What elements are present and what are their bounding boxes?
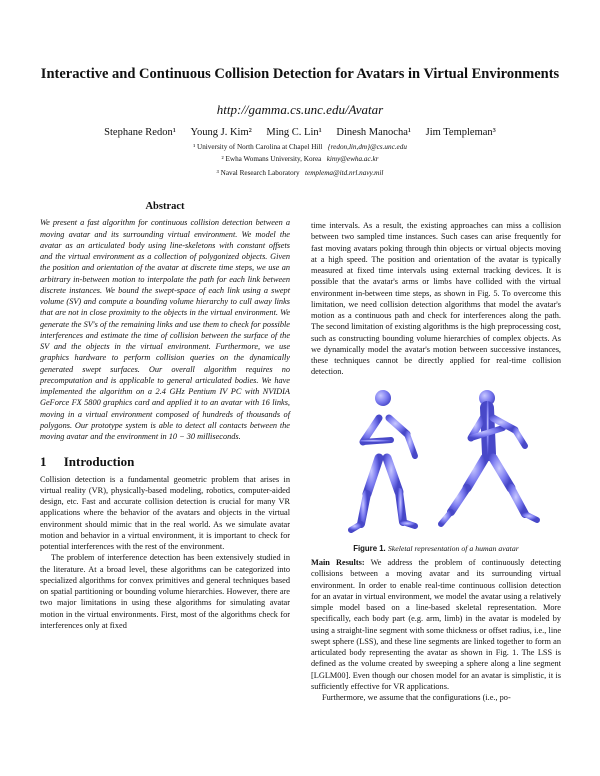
- author: Jim Templeman³: [425, 127, 496, 138]
- author: Dinesh Manocha¹: [336, 127, 412, 138]
- main-results-paragraph: [311, 557, 561, 692]
- affiliation-name: ¹ University of North Carolina at Chapel Hill: [193, 143, 323, 151]
- author: Young J. Kim²: [190, 127, 252, 138]
- project-url[interactable]: http://gamma.cs.unc.edu/Avatar: [216, 102, 384, 117]
- body-paragraph: time intervals. As a result, the existing approaches can miss a collision between two sampled time instances. Such cases can arise frequently for fast moving avatars poking through thin objects or virtual objects moving at a high speed. The position and orientation of the avatar is typically measured at fixed time intervals using external tracking devices. It is possible that the avatar's arms or limbs have collided with the virtual environment in-between time steps, as shown in Fig. 5. To overcome this limitation, we need collision detection algorithms that model the avatar's motion as a continuous path and check for interferences along the path. The second limitation of existing algorithms is the high preprocessing cost, such as constructing bounding volume hierarchies of complex objects. As we dynamically model the avatar's motion between successive instances, these techniques cannot be directly applied for real-time collision detection.: [311, 221, 561, 377]
- avatar-figure: [311, 384, 561, 534]
- avatar-left: [351, 390, 415, 530]
- abstract-text: We present a fast algorithm for continuous collision detection between a moving avatar and its surrounding virtual environment. We model the avatar as an articulated body using line-skeletons with constant offsets and the virtual environment as a collection of polygonized objects. Given the position and orientation of the avatar at discrete time steps, we use an arbitrary in-between motion to interpolate the path for each link between discrete instances. We bound the swept-space of each link using a swept volume (SV) and compute a bounding volume hierarchy to cull away links that are not in close proximity to the objects in the virtual environment. We generate the SV's of the remaining links and use them to check for possible interferences and estimate the time of collision between the surface of the SV and the objects in the virtual environment. Furthermore, we use graphics hardware to perform collision queries on the dynamically generated swept surfaces. Our overall algorithm requires no precomputation and is applicable to general articulated bodies. We have implemented the algorithm on a 2.4 GHz Pentium IV PC with NVIDIA GeForce FX 5800 graphics card and applied it to an avatar with 16 links, moving in a virtual environment composed of hundreds of thousands of polygons. Our prototype system is able to detect all contacts between the moving avatar and the environment in 10 − 30 milliseconds.: [40, 218, 290, 441]
- author: Ming C. Lin¹: [266, 127, 322, 138]
- affiliation-name: ³ Naval Research Laboratory: [216, 169, 300, 177]
- right-column-top: [311, 220, 561, 378]
- main-results-label: Main Results:: [311, 558, 365, 567]
- left-column: [40, 201, 290, 631]
- figure-label: Figure 1.: [353, 544, 386, 553]
- abstract-heading: Abstract: [145, 201, 185, 212]
- intro-paragraph: The problem of interference detection has been extensively studied in the literature. At a broad level, these algorithms can be categorized into specialized algorithms for convex primitives and general techniques based on spatial partitioning or bounding volume hierarchies. However, there are two major limitations in using these algorithms for simulating avatar motion in the virtual environments. First, most of the algorithms check for interferences only at fixed: [40, 553, 290, 630]
- figure-caption-text: Skeletal representation of a human avatar: [387, 544, 519, 553]
- affiliation-email: kimy@ewha.ac.kr: [326, 155, 379, 163]
- right-column-bottom: [311, 557, 561, 703]
- section-number: 1: [40, 454, 47, 470]
- affiliation: [40, 155, 560, 163]
- body-paragraph: Furthermore, we assume that the configurations (i.e., po-: [322, 693, 511, 702]
- affiliation-email: templema@itd.nrl.navy.mil: [305, 169, 384, 177]
- figure-caption: [311, 544, 561, 553]
- main-results-text: We address the problem of continuously detecting collisions between a moving avatar and its surrounding virtual environment. In order to enable real-time continuous collision detection for an avatar in virtual environment, we model the avatar using a relatively simple model based on a line-based skeletal representation. More specifically, each body part (e.g. arm, limb) in the avatar is modeled by using a straight-line segment with some thickness or offset radius, i.e., line swept sphere (LSS), and these line segments are linked together to form an articulated body representing the avatar as shown in Fig. 1. The LSS is defined as the volume created by sweeping a sphere along a line segment [LGLM00]. Even though our chosen model for an avatar is simplistic, it is sufficiently effective for VR applications.: [311, 558, 561, 691]
- section-title: Introduction: [63, 454, 135, 470]
- paper-title: Interactive and Continuous Collision Detection for Avatars in Virtual Environments: [40, 66, 560, 82]
- section-heading: [40, 454, 290, 470]
- affiliation-email: {redon,lin,dm}@cs.unc.edu: [327, 143, 407, 151]
- avatar-right: [441, 390, 537, 524]
- affiliation: [40, 143, 560, 151]
- affiliation-name: ² Ewha Womans University, Korea: [221, 155, 322, 163]
- author: Stephane Redon¹: [104, 127, 176, 138]
- author-list: [40, 127, 560, 138]
- affiliation: [40, 169, 560, 177]
- intro-paragraph: Collision detection is a fundamental geometric problem that arises in virtual reality (VR), physically-based modeling, robotics, computer-aided design, etc. Fast and accurate collision detection is crucial for many VR applications where the behavior of the avatars and objects in the virtual environment should mimic that in the real world. As we simulate avatar motion and behavior in a virtual environment, it is important to check for potential interferences with the rest of the environment.: [40, 474, 290, 551]
